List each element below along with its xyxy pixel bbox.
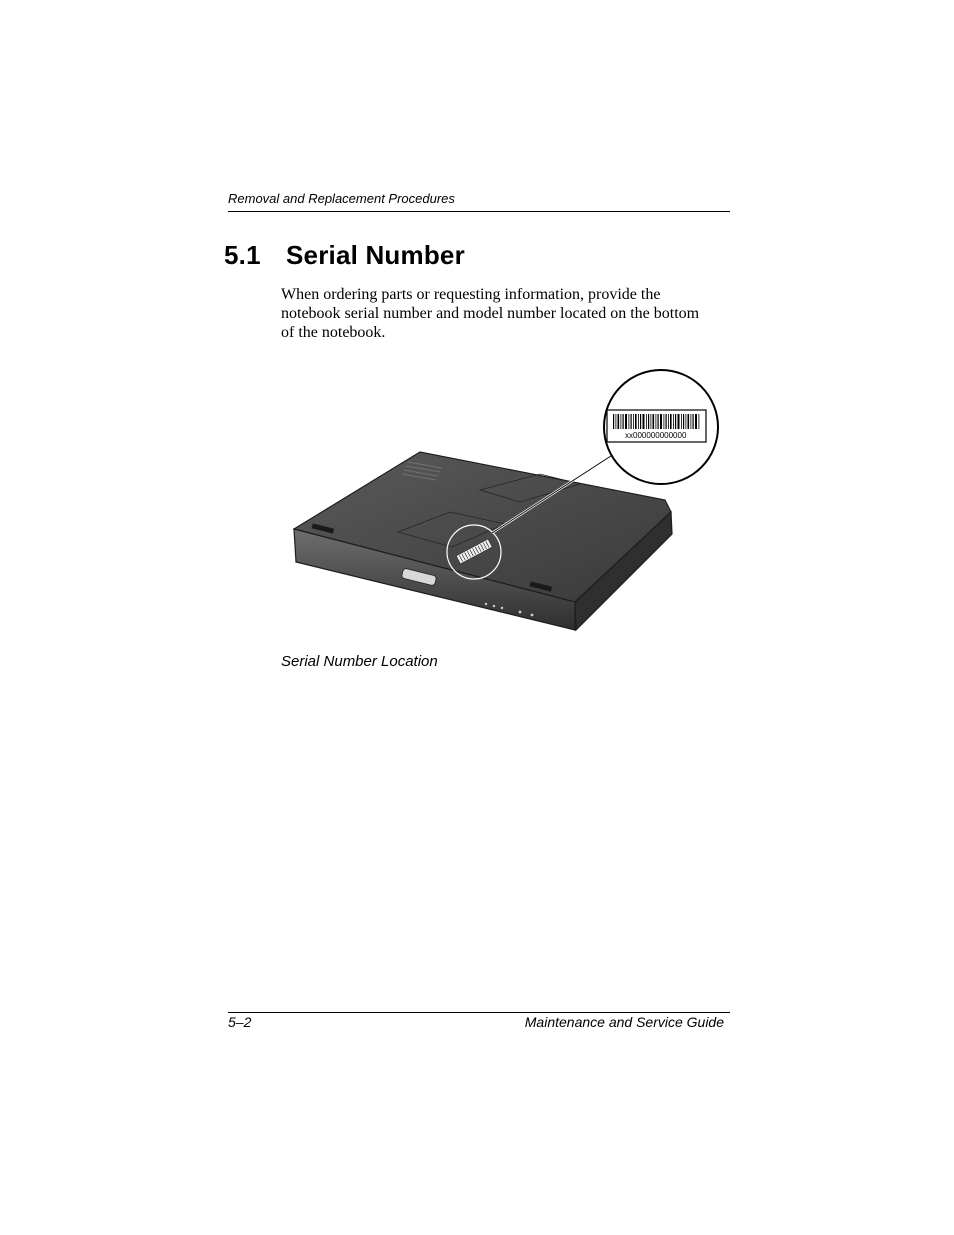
section-title-text: Serial Number [286,240,465,270]
section-number: 5.1 [224,240,261,270]
header-rule [228,211,730,212]
guide-title: Maintenance and Service Guide [524,1014,724,1030]
page-number: 5–2 [228,1014,252,1030]
section-title [224,240,465,271]
running-head: Removal and Replacement Procedures [228,191,455,206]
serial-number-text: xx000000000000 [625,431,687,440]
figure-caption: Serial Number Location [281,653,438,670]
notebook-figure [280,362,730,652]
footer-rule [228,1012,730,1013]
body-paragraph: When ordering parts or requesting information, provide the notebook serial number and model number located on the bottom of the notebook. [281,286,700,341]
